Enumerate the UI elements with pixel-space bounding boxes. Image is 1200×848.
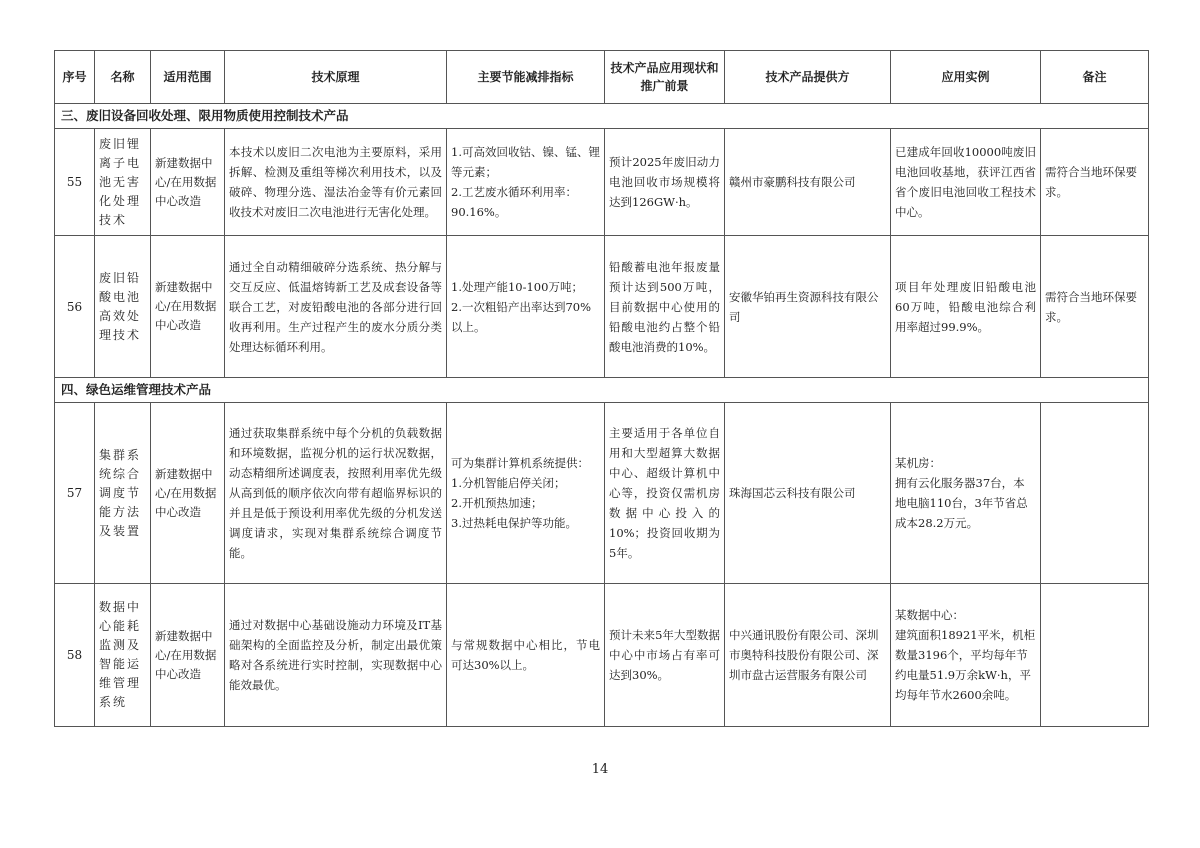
row-indicator: 与常规数据中心相比，节电可达30%以上。: [447, 584, 605, 727]
row-case-text: 某机房： 拥有云化服务器37台，本地电脑110台，3年节省总成本28.2万元。: [895, 456, 1028, 530]
page-number: 14: [591, 762, 609, 777]
row-scope: 新建数据中心/在用数据中心改造: [151, 403, 225, 584]
row-scope: 新建数据中心/在用数据中心改造: [151, 129, 225, 236]
row-name: 集群系统综合调度节能方法及装置: [95, 403, 151, 584]
row-no: 55: [55, 129, 95, 236]
row-case: [891, 403, 1041, 584]
table-row: [55, 584, 1149, 727]
row-name: 数据中心能耗监测及智能运维管理系统: [95, 584, 151, 727]
row-remark: [1041, 584, 1149, 727]
table-row: [55, 236, 1149, 378]
row-indicator: [447, 236, 605, 378]
header-remark: 备注: [1041, 51, 1149, 104]
section-row: [55, 378, 1149, 403]
row-provider: 安徽华铂再生资源科技有限公司: [725, 236, 891, 378]
row-principle: 通过获取集群系统中每个分机的负载数据和环境数据，监视分机的运行状况数据，动态精细所述调度表，按照利用率优先级从高到低的顺序依次向带有超临界标识的并且是低于预设利用率优先级的分机发送调度请求，实现对集群系统综合调度节能。: [225, 403, 447, 584]
header-status: 技术产品应用现状和推广前景: [605, 51, 725, 104]
row-indicator-text: 可为集群计算机系统提供： 1.分机智能启停关闭； 2.开机预热加速； 3.过热耗电保护等功能。: [451, 456, 589, 530]
row-provider: 珠海国芯云科技有限公司: [725, 403, 891, 584]
row-scope: 新建数据中心/在用数据中心改造: [151, 584, 225, 727]
row-indicator: [447, 403, 605, 584]
table-row: [55, 403, 1149, 584]
header-case: 应用实例: [891, 51, 1041, 104]
row-indicator-text: 1.可高效回收钴、镍、锰、锂等元素； 2.工艺废水循环利用率：90.16%。: [451, 145, 600, 219]
row-status: 铅酸蓄电池年报废量预计达到500万吨，目前数据中心使用的铅酸电池约占整个铅酸电池消费的10%。: [605, 236, 725, 378]
row-no: 57: [55, 403, 95, 584]
row-status: 主要适用于各单位自用和大型超算大数据中心、超级计算机中心等，投资仅需机房数据中心投入的10%；投资回收期为5年。: [605, 403, 725, 584]
row-scope: 新建数据中心/在用数据中心改造: [151, 236, 225, 378]
row-no: 56: [55, 236, 95, 378]
row-principle: 本技术以废旧二次电池为主要原料，采用拆解、检测及重组等梯次利用技术，以及破碎、物理分选、湿法冶金等有价元素回收技术对废旧二次电池进行无害化处理。: [225, 129, 447, 236]
row-status: 预计2025年废旧动力电池回收市场规模将达到126GW·h。: [605, 129, 725, 236]
header-no: 序号: [55, 51, 95, 104]
technology-catalog-table: [54, 50, 1149, 727]
row-remark: 需符合当地环保要求。: [1041, 236, 1149, 378]
row-no: 58: [55, 584, 95, 727]
row-name: 废旧铅酸电池高效处理技术: [95, 236, 151, 378]
row-provider: 中兴通讯股份有限公司、深圳市奥特科技股份有限公司、深圳市盘古运营服务有限公司: [725, 584, 891, 727]
row-case-text: 某数据中心： 建筑面积18921平米，机柜数量3196个，平均每年节约电量51.9万余kW·h，平均每年节水2600余吨。: [895, 608, 1036, 702]
row-remark: 需符合当地环保要求。: [1041, 129, 1149, 236]
row-status: 预计未来5年大型数据中心中市场占有率可达到30%。: [605, 584, 725, 727]
header-principle: 技术原理: [225, 51, 447, 104]
row-indicator: [447, 129, 605, 236]
row-case: 已建成年回收10000吨废旧电池回收基地，获评江西省省个废旧电池回收工程技术中心。: [891, 129, 1041, 236]
section-title: 四、绿色运维管理技术产品: [55, 378, 1149, 403]
header-indicator: 主要节能减排指标: [447, 51, 605, 104]
row-provider: 赣州市豪鹏科技有限公司: [725, 129, 891, 236]
section-row: [55, 104, 1149, 129]
header-name: 名称: [95, 51, 151, 104]
header-scope: 适用范围: [151, 51, 225, 104]
row-case: [891, 584, 1041, 727]
table-header-row: [55, 51, 1149, 104]
row-name: 废旧锂离子电池无害化处理技术: [95, 129, 151, 236]
row-principle: 通过对数据中心基础设施动力环境及IT基础架构的全面监控及分析，制定出最优策略对各系统进行实时控制，实现数据中心能效最优。: [225, 584, 447, 727]
table-row: [55, 129, 1149, 236]
row-indicator-text: 1.处理产能10-100万吨； 2.一次粗铅产出率达到70%以上。: [451, 279, 592, 334]
section-title: 三、废旧设备回收处理、限用物质使用控制技术产品: [55, 104, 1149, 129]
header-provider: 技术产品提供方: [725, 51, 891, 104]
row-remark: [1041, 403, 1149, 584]
row-principle: 通过全自动精细破碎分选系统、热分解与交互反应、低温熔铸新工艺及成套设备等联合工艺，对废铅酸电池的各部分进行回收再利用。生产过程产生的废水分质分类处理达标循环利用。: [225, 236, 447, 378]
row-case: 项目年处理废旧铅酸电池60万吨，铅酸电池综合利用率超过99.9%。: [891, 236, 1041, 378]
